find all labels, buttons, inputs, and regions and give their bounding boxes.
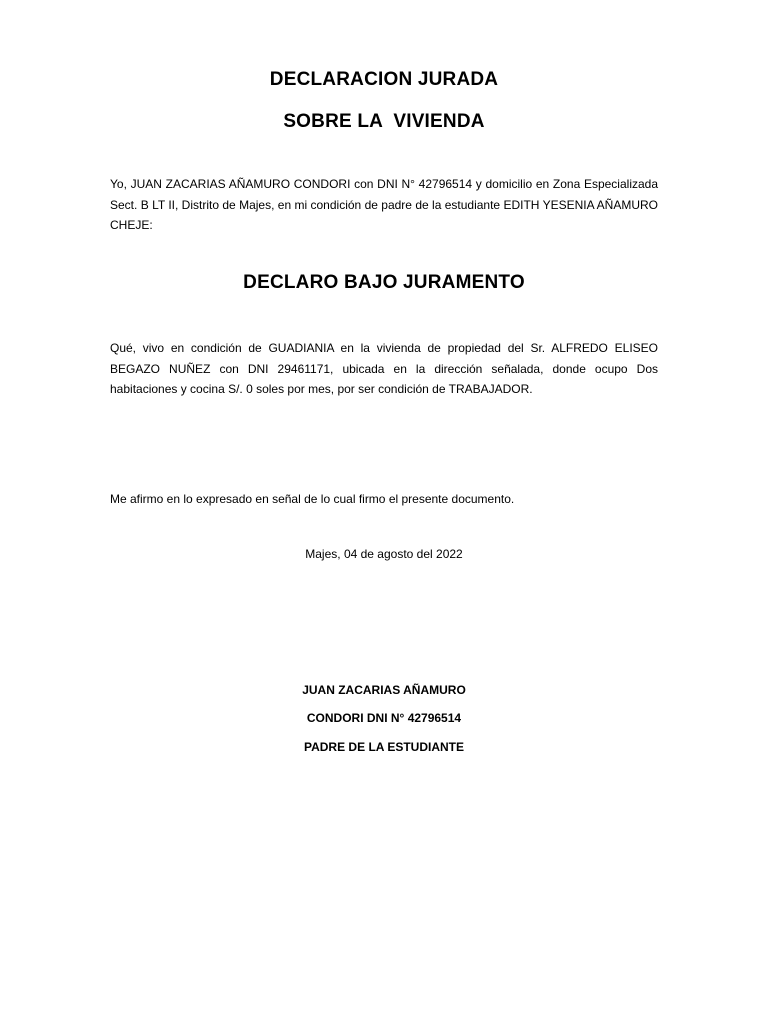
declaration-heading: DECLARO BAJO JURAMENTO xyxy=(243,272,525,293)
signature-name-line2: CONDORI DNI N° 42796514 xyxy=(306,711,462,725)
signature-role: PADRE DE LA ESTUDIANTE xyxy=(303,740,464,754)
body-paragraph: Qué, vivo en condición de GUADIANIA en la vivienda de propiedad del Sr. ALFREDO ELISEO BEGAZO NUÑEZ con DNI 29461171, ubicada en la dirección señalada, donde ocupo Dos habitaciones y cocina S/. 0 soles por mes, por ser condición de TRABAJADOR. xyxy=(110,341,658,396)
place-date: Majes, 04 de agosto del 2022 xyxy=(305,547,463,561)
closing-paragraph: Me afirmo en lo expresado en señal de lo cual firmo el presente documento. xyxy=(110,492,515,506)
document-title: DECLARACION JURADA xyxy=(269,69,499,90)
intro-paragraph: Yo, JUAN ZACARIAS AÑAMURO CONDORI con DNI N° 42796514 y domicilio en Zona Especializada Sect. B LT II, Distrito de Majes, en mi condición de padre de la estudiante EDITH YESENIA AÑAMURO CHEJE: xyxy=(110,177,658,232)
document-subtitle: SOBRE LA VIVIENDA xyxy=(283,111,485,132)
signature-name-line1: JUAN ZACARIAS AÑAMURO xyxy=(302,683,466,697)
